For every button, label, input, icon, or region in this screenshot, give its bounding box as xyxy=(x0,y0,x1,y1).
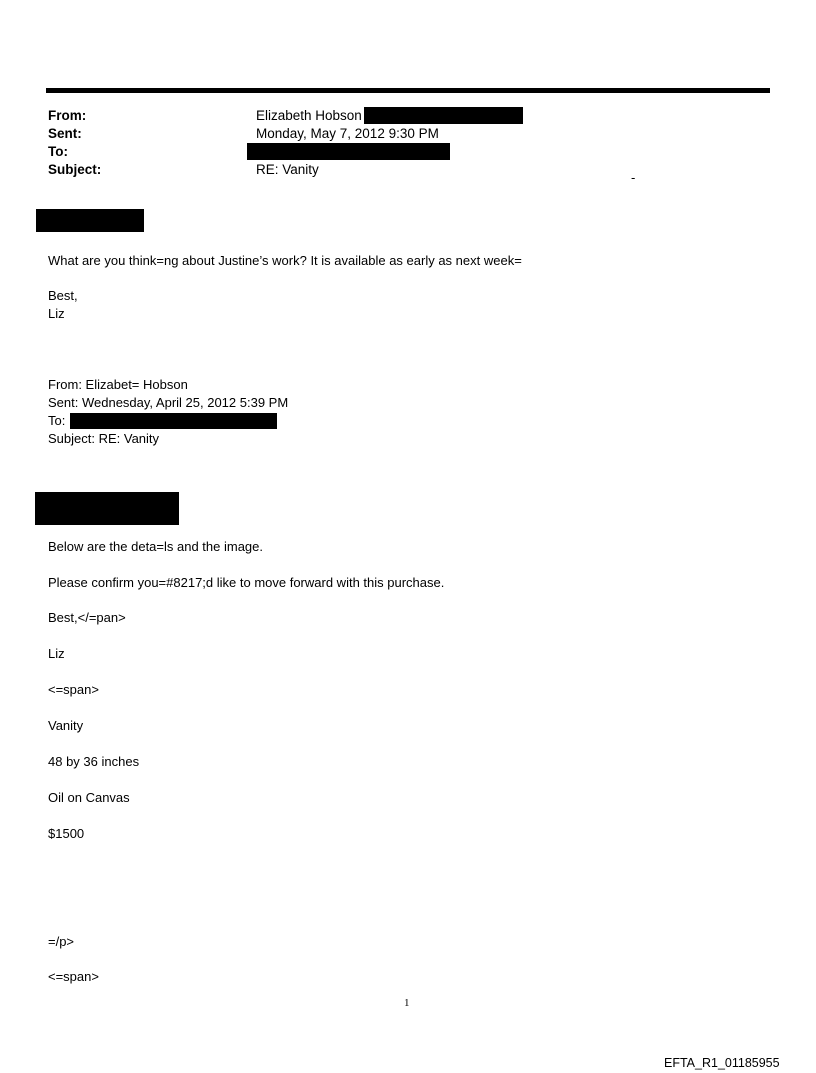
artifact-p-close: =/p> xyxy=(48,934,75,949)
redaction-quoted-to xyxy=(70,413,277,429)
message-signoff: Best, xyxy=(48,288,78,303)
details-intro: Below are the deta=ls and the image. xyxy=(48,539,264,554)
message-body: What are you think=ng about Justine’s work? It is available as early as next week= xyxy=(48,253,522,268)
artwork-size: 48 by 36 inches xyxy=(48,754,140,769)
to-label: To: xyxy=(48,144,68,159)
quoted-sent: Sent: Wednesday, April 25, 2012 5:39 PM xyxy=(48,395,289,410)
sent-value: Monday, May 7, 2012 9:30 PM xyxy=(256,126,439,141)
redaction-from-email xyxy=(364,107,523,124)
artwork-price: $1500 xyxy=(48,826,85,841)
redaction-to-recipient xyxy=(247,143,450,160)
artwork-title: Vanity xyxy=(48,718,84,733)
redaction-salutation xyxy=(36,209,144,232)
quoted-to: To: xyxy=(48,413,66,428)
artifact-span: <=span> xyxy=(48,682,99,697)
subject-value: RE: Vanity xyxy=(256,162,319,177)
message2-signature: Liz xyxy=(48,646,65,661)
message2-signoff: Best,</=pan> xyxy=(48,610,126,625)
stray-mark: - xyxy=(631,170,636,185)
message-signature: Liz xyxy=(48,306,65,321)
artwork-medium: Oil on Canvas xyxy=(48,790,130,805)
confirm-request: Please confirm you=#8217;d like to move forward with this purchase. xyxy=(48,575,445,590)
document-id: EFTA_R1_01185955 xyxy=(664,1056,780,1070)
sent-label: Sent: xyxy=(48,126,82,141)
header-rule xyxy=(46,88,770,93)
quoted-from: From: Elizabet= Hobson xyxy=(48,377,188,392)
artifact-span-2: <=span> xyxy=(48,969,99,984)
page-number: 1 xyxy=(404,997,410,1009)
redaction-salutation-2 xyxy=(35,492,179,525)
from-label: From: xyxy=(48,108,87,123)
quoted-subject: Subject: RE: Vanity xyxy=(48,431,160,446)
subject-label: Subject: xyxy=(48,162,102,177)
from-value: Elizabeth Hobson xyxy=(256,108,362,123)
